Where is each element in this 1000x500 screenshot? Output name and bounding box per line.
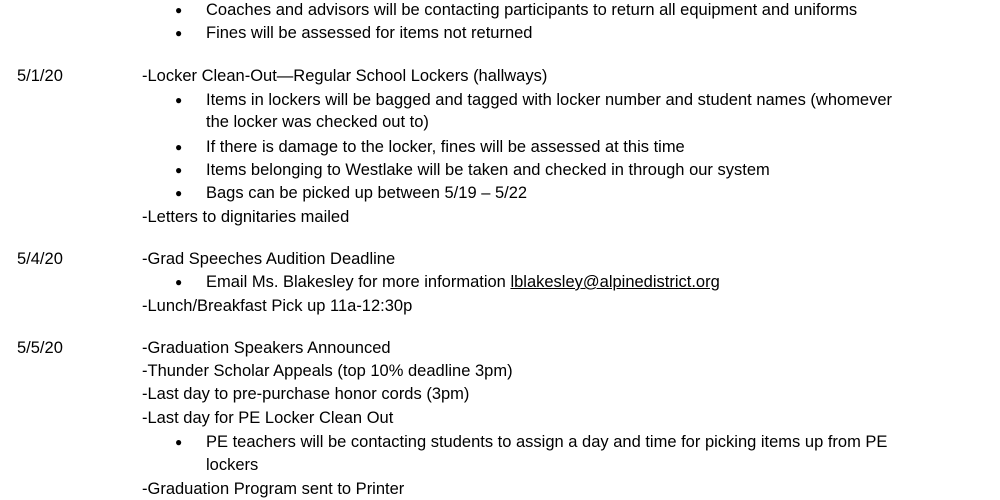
bullet-text: PE teachers will be contacting students to assign a day and time for picking items up from PE xyxy=(206,433,888,451)
bullet-dot: ● xyxy=(175,140,183,154)
entry-item: -Last day for PE Locker Clean Out xyxy=(142,409,394,427)
entry-item: -Graduation Program sent to Printer xyxy=(142,480,405,498)
bullet-dot: ● xyxy=(175,435,183,449)
entry-item: -Grad Speeches Audition Deadline xyxy=(142,250,396,268)
bullet-dot: ● xyxy=(175,93,183,107)
bullet-dot: ● xyxy=(175,163,183,177)
bullet-text: If there is damage to the locker, fines will be assessed at this time xyxy=(206,138,685,156)
bullet-text-lead: Email Ms. Blakesley for more information xyxy=(206,273,511,291)
entry-item: -Letters to dignitaries mailed xyxy=(142,208,350,226)
bullet-text xyxy=(206,272,720,292)
bullet-text-continued: the locker was checked out to) xyxy=(206,113,429,131)
entry-item: -Locker Clean-Out—Regular School Lockers (hallways) xyxy=(142,67,548,85)
bullet-dot: ● xyxy=(175,275,183,289)
entry-item: -Lunch/Breakfast Pick up 11a-12:30p xyxy=(142,297,413,315)
entry-item: -Last day to pre-purchase honor cords (3pm) xyxy=(142,385,470,403)
bullet-dot: ● xyxy=(175,3,183,17)
bullet-text: Fines will be assessed for items not returned xyxy=(206,24,533,42)
email-link[interactable]: lblakesley@alpinedistrict.org xyxy=(510,273,720,291)
bullet-text: Coaches and advisors will be contacting participants to return all equipment and uniforms xyxy=(206,1,858,19)
entry-date: 5/5/20 xyxy=(17,339,63,357)
entry-item: -Thunder Scholar Appeals (top 10% deadline 3pm) xyxy=(142,362,513,380)
bullet-text: Items in lockers will be bagged and tagged with locker number and student names (whomever xyxy=(206,91,893,109)
entry-date: 5/1/20 xyxy=(17,67,63,85)
entry-item: -Graduation Speakers Announced xyxy=(142,339,391,357)
entry-date: 5/4/20 xyxy=(17,250,63,268)
bullet-text: Bags can be picked up between 5/19 – 5/22 xyxy=(206,184,528,202)
bullet-text-continued: lockers xyxy=(206,456,259,474)
bullet-dot: ● xyxy=(175,26,183,40)
bullet-dot: ● xyxy=(175,186,183,200)
bullet-text: Items belonging to Westlake will be taken and checked in through our system xyxy=(206,161,770,179)
